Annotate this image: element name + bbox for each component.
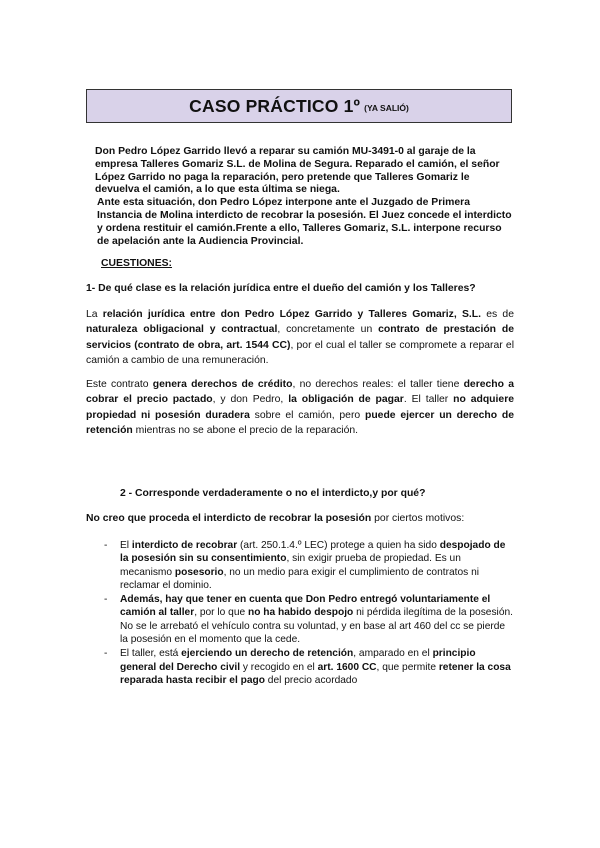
bold-text: no adquiere propiedad ni posesión duradera bbox=[86, 394, 515, 421]
bold-text: despojado de la posesión sin su consentimiento bbox=[120, 540, 506, 565]
title-box bbox=[86, 89, 512, 123]
bold-text: puede ejercer un derecho de retención bbox=[86, 409, 514, 437]
answer-1-paragraph-1 bbox=[86, 307, 514, 369]
case-paragraph-1: Don Pedro López Garrido llevó a reparar su camión MU-3491-0 al garaje de la empresa Talleres Gomariz S.L. de Molina de Segura. Reparado el camión, el señor López Garrido no paga la reparación, pero pretende que Talleres Gomariz le devuelva el camión, a lo que esta última se niega. bbox=[95, 146, 500, 196]
text: mientras no se abone el precio de la reparación. bbox=[132, 425, 359, 437]
case-paragraph-2: Ante esta situación, don Pedro López interpone ante el Juzgado de Primera Instancia de Molina interdicto de recobrar la posesión. El Juez concede el interdicto y ordena restituir el camión.Frente a ello, Talleres Gomariz, S.L. interpone recurso de apelación ante la Audiencia Provincial. bbox=[97, 197, 512, 247]
text: . El taller bbox=[403, 394, 454, 406]
text: El taller, está bbox=[120, 648, 182, 660]
bold-text: relación jurídica entre don Pedro López Garrido y Talleres Gomariz, S.L. bbox=[102, 309, 482, 320]
text: sobre el camión, pero bbox=[249, 409, 365, 421]
bold-text: retener la cosa reparada hasta recibir el pago bbox=[120, 661, 511, 686]
bold-text: No creo que proceda el interdicto de recobrar la posesión bbox=[86, 513, 372, 524]
bullet-dash: - bbox=[104, 648, 108, 660]
text: , no un medio para exigir el cumplimiento de contratos ni reclamar el dominio. bbox=[120, 566, 479, 591]
bullet-dash: - bbox=[104, 594, 108, 606]
case-statement bbox=[95, 146, 515, 248]
answer-1-paragraph-2 bbox=[86, 377, 514, 439]
text: , concretamente un bbox=[277, 324, 379, 336]
text: y recogido en el bbox=[240, 661, 318, 673]
title-note: (YA SALIÓ) bbox=[364, 103, 409, 113]
bold-text: naturaleza obligacional y contractual bbox=[86, 324, 278, 336]
text: , no derechos reales: el taller tiene bbox=[292, 379, 464, 390]
bold-text: genera derechos de crédito bbox=[152, 379, 293, 390]
bold-text: ejerciendo un derecho de retención bbox=[181, 648, 354, 660]
text: (art. 250.1.4.º LEC) protege a quien ha sido bbox=[237, 540, 440, 551]
text: , y don Pedro, bbox=[212, 394, 289, 406]
bold-text: contrato de prestación de servicios (contrato de obra, art. 1544 CC) bbox=[86, 324, 515, 351]
bold-text: principio general del Derecho civil bbox=[120, 648, 476, 673]
text: es de bbox=[481, 309, 514, 320]
bold-text: derecho a cobrar el precio pactado bbox=[86, 379, 514, 406]
answer-2-list bbox=[104, 539, 514, 688]
bold-text: no ha habido despojo bbox=[248, 607, 354, 619]
bold-text: posesorio bbox=[174, 566, 224, 578]
list-item bbox=[104, 647, 514, 687]
answer-2-intro bbox=[86, 513, 464, 524]
text: , amparado en el bbox=[353, 648, 433, 660]
bold-text: interdicto de recobrar bbox=[131, 540, 238, 551]
text: El bbox=[120, 540, 132, 551]
text: , por lo que bbox=[194, 607, 248, 619]
question-1: 1- De qué clase es la relación jurídica entre el dueño del camión y los Talleres? bbox=[86, 283, 476, 294]
document-title: CASO PRÁCTICO 1º bbox=[189, 95, 361, 116]
text: La bbox=[86, 309, 103, 320]
text: , que permite bbox=[376, 661, 439, 673]
questions-heading: CUESTIONES: bbox=[101, 258, 173, 269]
bold-text: la obligación de pagar bbox=[288, 394, 404, 406]
bold-text: Además, hay que tener en cuenta que Don Pedro entregó voluntariamente el camión al taller bbox=[120, 594, 491, 619]
bullet-dash: - bbox=[104, 540, 108, 551]
list-item bbox=[104, 593, 514, 646]
text: del precio acordado bbox=[264, 674, 358, 686]
text: Este contrato bbox=[86, 379, 153, 390]
text: , sin exigir prueba de propiedad. Es un mecanismo bbox=[120, 553, 461, 578]
bold-text: art. 1600 CC bbox=[317, 661, 377, 673]
text: por ciertos motivos: bbox=[371, 513, 465, 524]
question-2: 2 - Corresponde verdaderamente o no el interdicto,y por qué? bbox=[120, 488, 426, 499]
text: ni pérdida ilegítima de la posesión. No se le arrebató el vehículo contra su voluntad, y en base al art 460 del cc se pierde la posesión en el momento que la cede. bbox=[120, 607, 513, 646]
text: , por el cual el taller se compromete a reparar el camión a cambio de una remuneración. bbox=[86, 339, 514, 367]
list-item bbox=[104, 539, 514, 592]
